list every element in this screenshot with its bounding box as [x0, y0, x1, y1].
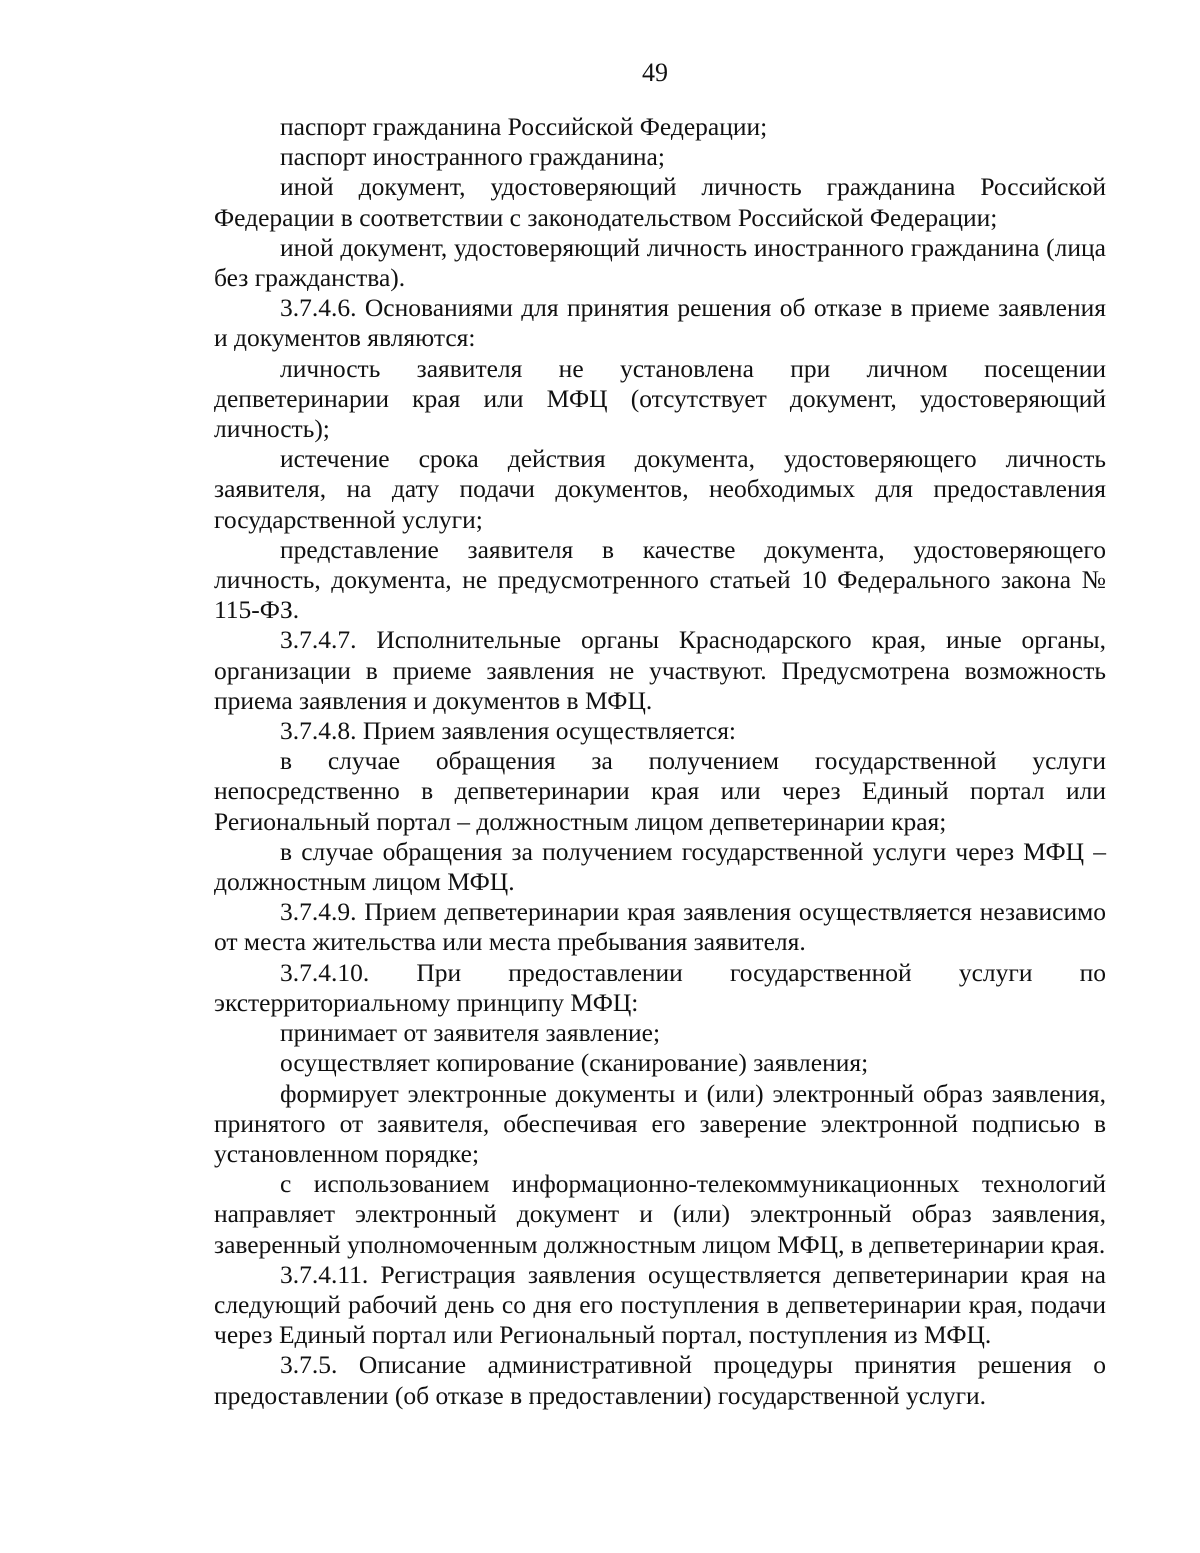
paragraph: с использованием информационно-телекоммуникационных технологий направляет электронный документ и (или) электронный образ заявления, заверенный уполномоченным должностным лицом МФЦ, в депветеринарии края. — [214, 1169, 1106, 1259]
paragraph: личность заявителя не установлена при личном посещении депветеринарии края или МФЦ (отсутствует документ, удостоверяющий личность); — [214, 353, 1106, 444]
paragraph: паспорт иностранного гражданина; — [280, 142, 665, 172]
document-body — [214, 112, 1106, 1411]
paragraph: иной документ, удостоверяющий личность гражданина Российской Федерации в соответствии с законодательством Российской Федерации; — [214, 172, 1106, 232]
paragraph: 3.7.4.7. Исполнительные органы Краснодарского края, иные органы, организации в приеме заявления не участвуют. Предусмотрена возможность приема заявления и документов в МФЦ. — [214, 625, 1106, 715]
paragraph: 3.7.4.10. При предоставлении государственной услуги по экстерриториальному принципу МФЦ: — [214, 957, 1106, 1017]
paragraph: иной документ, удостоверяющий личность иностранного гражданина (лица без гражданства). — [214, 232, 1106, 293]
paragraph: представление заявителя в качестве документа, удостоверяющего личность, документа, не предусмотренного статьей 10 Федерального закона № 115-ФЗ. — [214, 534, 1106, 625]
paragraph: паспорт гражданина Российской Федерации; — [280, 112, 768, 141]
paragraph: 3.7.5. Описание административной процедуры принятия решения о предоставлении (об отказе в предоставлении) государственной услуги. — [214, 1350, 1106, 1410]
paragraph: в случае обращения за получением государственной услуги через МФЦ – должностным лицом МФЦ. — [214, 836, 1106, 897]
paragraph: 3.7.4.9. Прием депветеринарии края заявления осуществляется независимо от места жительства или места пребывания заявителя. — [214, 897, 1106, 957]
page-number: 49 — [642, 58, 668, 87]
paragraph: 3.7.4.8. Прием заявления осуществляется: — [280, 716, 737, 746]
paragraph: в случае обращения за получением государственной услуги непосредственно в депветеринарии края или через Единый портал или Региональный портал – должностным лицом депветеринарии края; — [214, 746, 1106, 836]
paragraph: истечение срока действия документа, удостоверяющего личность заявителя, на дату подачи документов, необходимых для предоставления государственной услуги; — [214, 444, 1106, 534]
paragraph: формирует электронные документы и (или) электронный образ заявления, принятого от заявителя, обеспечивая его заверение электронной подписью в установленном порядке; — [214, 1078, 1106, 1168]
paragraph: принимает от заявителя заявление; — [280, 1018, 661, 1048]
paragraph: 3.7.4.11. Регистрация заявления осуществляется депветеринарии края на следующий рабочий день со дня его поступления в депветеринарии края, подачи через Единый портал или Региональный портал, поступления из МФЦ. — [214, 1259, 1106, 1350]
paragraph: осуществляет копирование (сканирование) заявления; — [280, 1048, 869, 1078]
paragraph: 3.7.4.6. Основаниями для принятия решения об отказе в приеме заявления и документов являются: — [214, 293, 1106, 353]
